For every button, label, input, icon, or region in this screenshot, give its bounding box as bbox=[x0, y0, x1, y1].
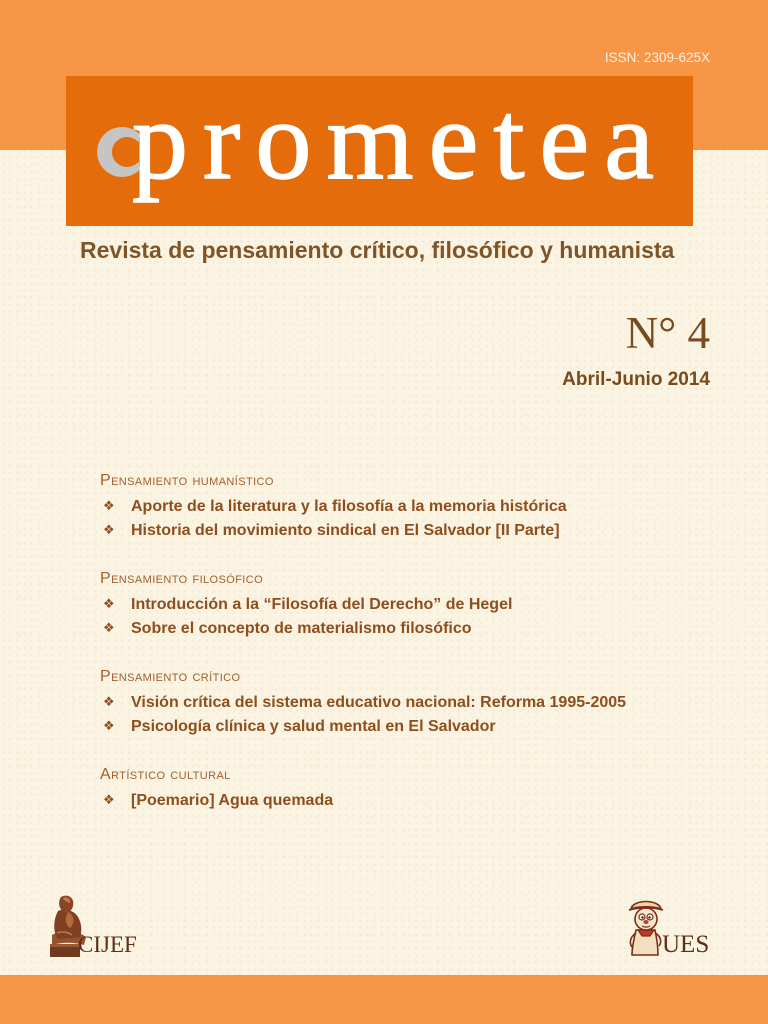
masthead-box bbox=[66, 76, 693, 226]
list-item bbox=[100, 495, 720, 519]
article-title: Historia del movimiento sindical en El Salvador [II Parte] bbox=[131, 522, 560, 539]
article-list bbox=[100, 691, 720, 739]
section-heading: Artístico cultural bbox=[100, 766, 231, 783]
list-item bbox=[100, 789, 720, 813]
wordmark: prometea bbox=[132, 79, 654, 203]
toc-section bbox=[100, 764, 720, 813]
ues-logo-label: UES bbox=[662, 931, 710, 958]
diamond-bullet-icon bbox=[103, 715, 131, 739]
journal-subtitle: Revista de pensamiento crítico, filosófico y humanista bbox=[80, 237, 675, 263]
list-item bbox=[100, 519, 720, 543]
article-list bbox=[100, 495, 720, 543]
issue-period: Abril-Junio 2014 bbox=[562, 369, 710, 390]
section-heading: Pensamiento humanístico bbox=[100, 472, 274, 489]
cijef-logo-label: CIJEF bbox=[78, 932, 137, 957]
diamond-bullet-icon bbox=[103, 789, 131, 813]
diamond-bullet-icon bbox=[103, 691, 131, 715]
diamond-bullet-icon bbox=[103, 519, 131, 543]
article-title: [Poemario] Agua quemada bbox=[131, 792, 334, 809]
article-title: Psicología clínica y salud mental en El Salvador bbox=[131, 718, 496, 735]
list-item bbox=[100, 691, 720, 715]
diamond-bullet-icon bbox=[103, 593, 131, 617]
list-item bbox=[100, 715, 720, 739]
article-title: Sobre el concepto de materialismo filosófico bbox=[131, 620, 472, 637]
article-list bbox=[100, 593, 720, 641]
section-heading: Pensamiento filosófico bbox=[100, 570, 264, 587]
list-item bbox=[100, 617, 720, 641]
table-of-contents bbox=[100, 470, 720, 813]
diamond-bullet-icon bbox=[103, 495, 131, 519]
article-title: Introducción a la “Filosofía del Derecho” de Hegel bbox=[131, 596, 513, 613]
article-title: Aporte de la literatura y la filosofía a la memoria histórica bbox=[131, 498, 567, 515]
article-title: Visión crítica del sistema educativo nacional: Reforma 1995-2005 bbox=[131, 694, 627, 711]
section-heading: Pensamiento crítico bbox=[100, 668, 241, 685]
list-item bbox=[100, 593, 720, 617]
issn-number: ISSN: 2309-625X bbox=[604, 50, 710, 65]
diamond-bullet-icon bbox=[103, 617, 131, 641]
issue-number: N° 4 bbox=[625, 308, 710, 358]
toc-section bbox=[100, 568, 720, 641]
masthead-logo bbox=[66, 76, 693, 226]
bottom-orange-band bbox=[0, 975, 768, 1024]
toc-section bbox=[100, 666, 720, 739]
toc-section bbox=[100, 470, 720, 543]
article-list bbox=[100, 789, 720, 813]
